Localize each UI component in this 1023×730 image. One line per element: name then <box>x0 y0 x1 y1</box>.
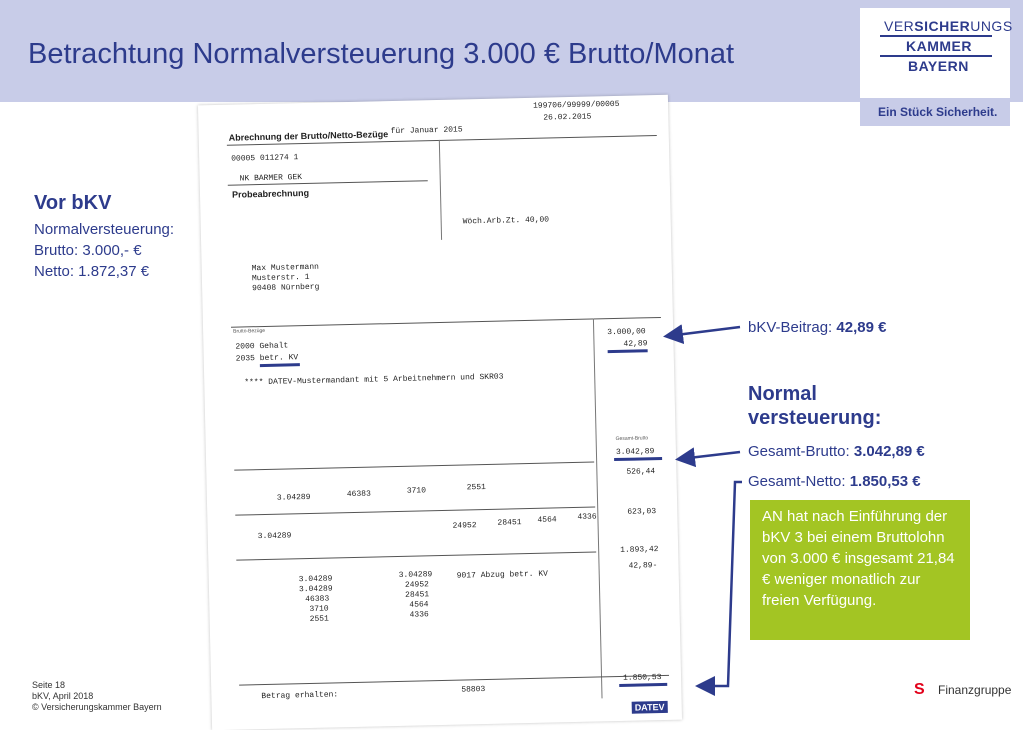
sparkasse-icon: S <box>914 681 925 698</box>
arrow-gesamt-brutto <box>680 452 740 459</box>
company-logo: VERSICHERUNGS KAMMER BAYERN Ein Stück Sicherheit. <box>860 8 1010 126</box>
vor-bkv-line-2: Brutto: 3.000,- € <box>34 242 142 259</box>
footer-page: Seite 18 <box>32 680 66 690</box>
vor-bkv-heading: Vor bKV <box>34 192 112 214</box>
bkv-beitrag-label: bKV-Beitrag: 42,89 € <box>748 319 887 336</box>
footer-date: bKV, April 2018 <box>32 691 94 701</box>
gesamt-brutto-label: Gesamt-Brutto: 3.042,89 € <box>748 443 925 460</box>
arrow-bkv <box>668 327 740 336</box>
arrow-gesamt-netto <box>700 482 742 686</box>
page-title: Betrachtung Normalversteuerung 3.000 € Brutto/Monat <box>28 38 735 70</box>
finanzgruppe-label: Finanzgruppe <box>938 683 1012 697</box>
summary-box: AN hat nach Einführung der bKV 3 bei einem Bruttolohn von 3.000 € insgesamt 21,84 € weniger monatlich zur freien Verfügung. <box>750 500 970 640</box>
vor-bkv-line-3: Netto: 1.872,37 € <box>34 263 150 280</box>
normal-versteuerung-heading: Normal versteuerung: <box>748 383 882 429</box>
gesamt-netto-label: Gesamt-Netto: 1.850,53 € <box>748 473 921 490</box>
payslip-document: Abrechnung der Brutto/Netto-Bezüge für Januar 2015 199706/99999/00005 26.02.2015 00005 011274 1 NK BARMER GEK Probeabrechnung Max Mustermann Musterstr. 1 90408 Nürnberg Wöch.Arb.Zt. 40,00 Brutto-Bezüge 2000 Gehalt 2035 betr. KV 3.000,00 42,89 **** DATEV-Mustermandant mit 5 Arbeitnehmern und SKR03 Gesamt-Brutto 3.042,89 526,44 3.04289 46383 3710 2551 3.04289 24952 28451 4564 4336 623,03 1.893,42 3.04289 3.04289 46383 3710 2551 3.04289 24952 28451 4564 4336 9017 Abzug betr. KV 42,89- Betrag erhalten: 58803 1.850,53 DATEV <box>198 95 682 730</box>
vor-bkv-line-1: Normalversteuerung: <box>34 221 175 238</box>
footer-copyright: © Versicherungskammer Bayern <box>32 702 162 712</box>
slogan: Ein Stück Sicherheit. <box>878 105 998 119</box>
